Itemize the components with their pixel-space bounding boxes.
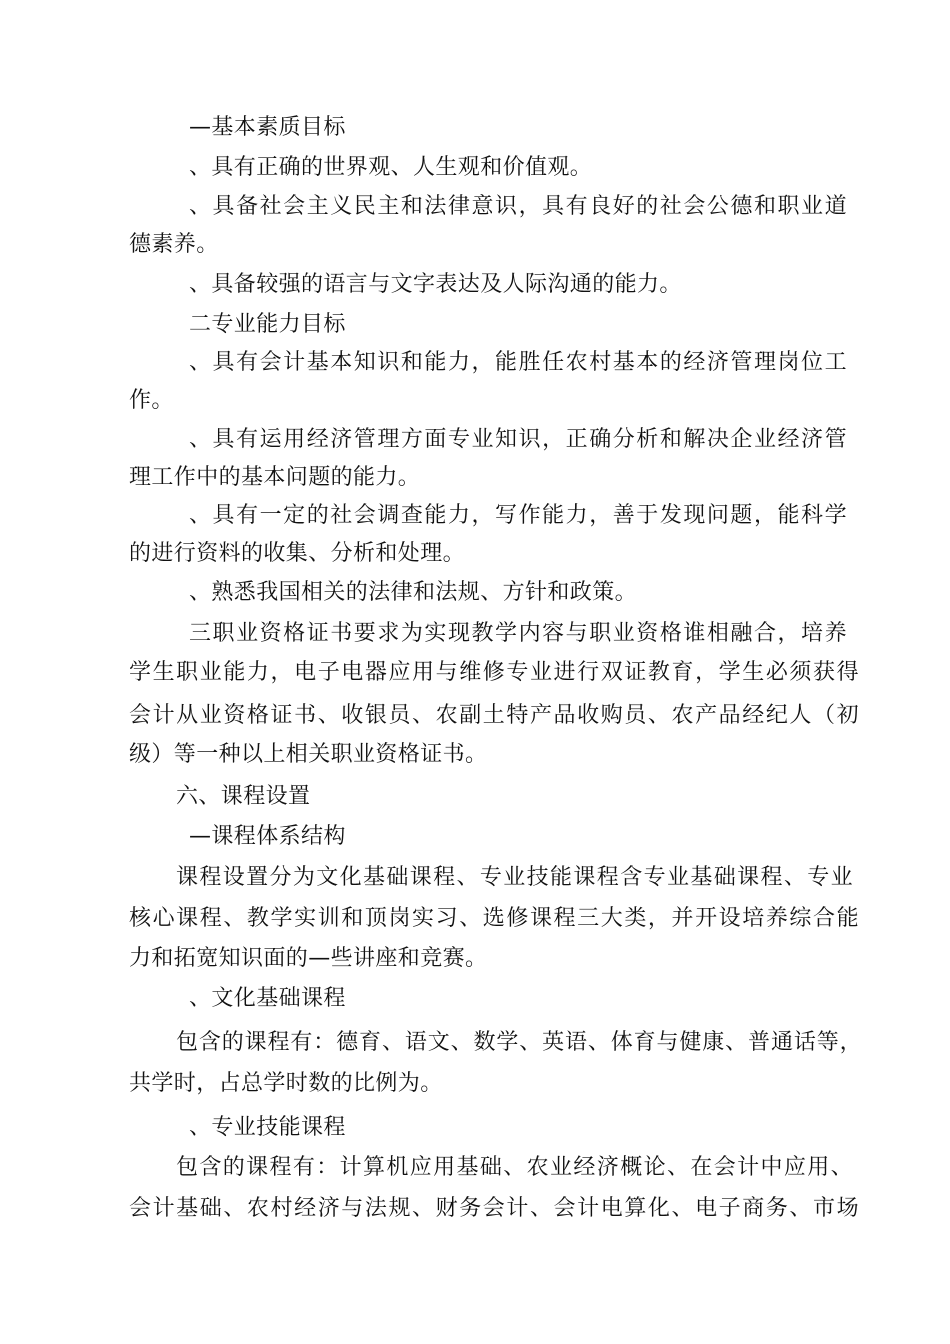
paragraph-line: 、具有正确的世界观、人生观和价值观。 [189,155,593,180]
section-heading-curriculum: 六、课程设置 [176,784,311,809]
paragraph-line: 、熟悉我国相关的法律和法规、方针和政策。 [189,580,638,605]
paragraph-line: 包含的课程有：德育、语文、数学、英语、体育与健康、普通话等， [176,1030,862,1055]
paragraph-line: 包含的课程有：计算机应用基础、农业经济概论、在会计中应用、 [176,1155,853,1180]
heading-culture-basics: 、文化基础课程 [189,986,346,1011]
heading-professional-skills: 、专业技能课程 [189,1115,346,1140]
paragraph-line: 会计基础、农村经济与法规、财务会计、会计电算化、电子商务、市场 [129,1196,859,1221]
heading-curriculum-structure: —课程体系结构 [189,824,346,849]
paragraph-line: 核心课程、教学实训和顶岗实习、选修课程三大类，并开设培养综合能 [129,906,859,931]
paragraph-line: 的进行资料的收集、分析和处理。 [129,541,466,566]
paragraph-line: 三职业资格证书要求为实现教学内容与职业资格谁相融合，培养 [189,621,847,646]
paragraph-line: 共学时，占总学时数的比例为。 [129,1071,443,1096]
paragraph-line: 学生职业能力，电子电器应用与维修专业进行双证教育，学生必须获得 [129,660,859,685]
paragraph-line: 、具有运用经济管理方面专业知识，正确分析和解决企业经济管 [189,427,847,452]
paragraph-line: 理工作中的基本问题的能力。 [129,465,421,490]
paragraph-line: 作。 [129,388,174,413]
heading-professional-ability-goals: 二专业能力目标 [189,312,346,337]
heading-basic-quality-goals: —基本素质目标 [189,115,346,140]
paragraph-line: 、具备社会主义民主和法律意识，具有良好的社会公德和职业道 [189,194,847,219]
paragraph-line: 课程设置分为文化基础课程、专业技能课程含专业基础课程、专业 [176,865,853,890]
paragraph-line: 力和拓宽知识面的—些讲座和竞赛。 [129,946,488,971]
paragraph-line: 会计从业资格证书、收银员、农副土特产品收购员、农产品经纪人（初 [129,703,859,728]
paragraph-line: 、具有会计基本知识和能力，能胜任农村基本的经济管理岗位工 [189,350,847,375]
paragraph-line: 级）等一种以上相关职业资格证书。 [129,742,488,767]
paragraph-line: 、具备较强的语言与文字表达及人际沟通的能力。 [189,272,682,297]
paragraph-line: 、具有一定的社会调查能力，写作能力，善于发现问题，能科学 [189,503,847,528]
paragraph-line: 德素养。 [129,232,219,257]
